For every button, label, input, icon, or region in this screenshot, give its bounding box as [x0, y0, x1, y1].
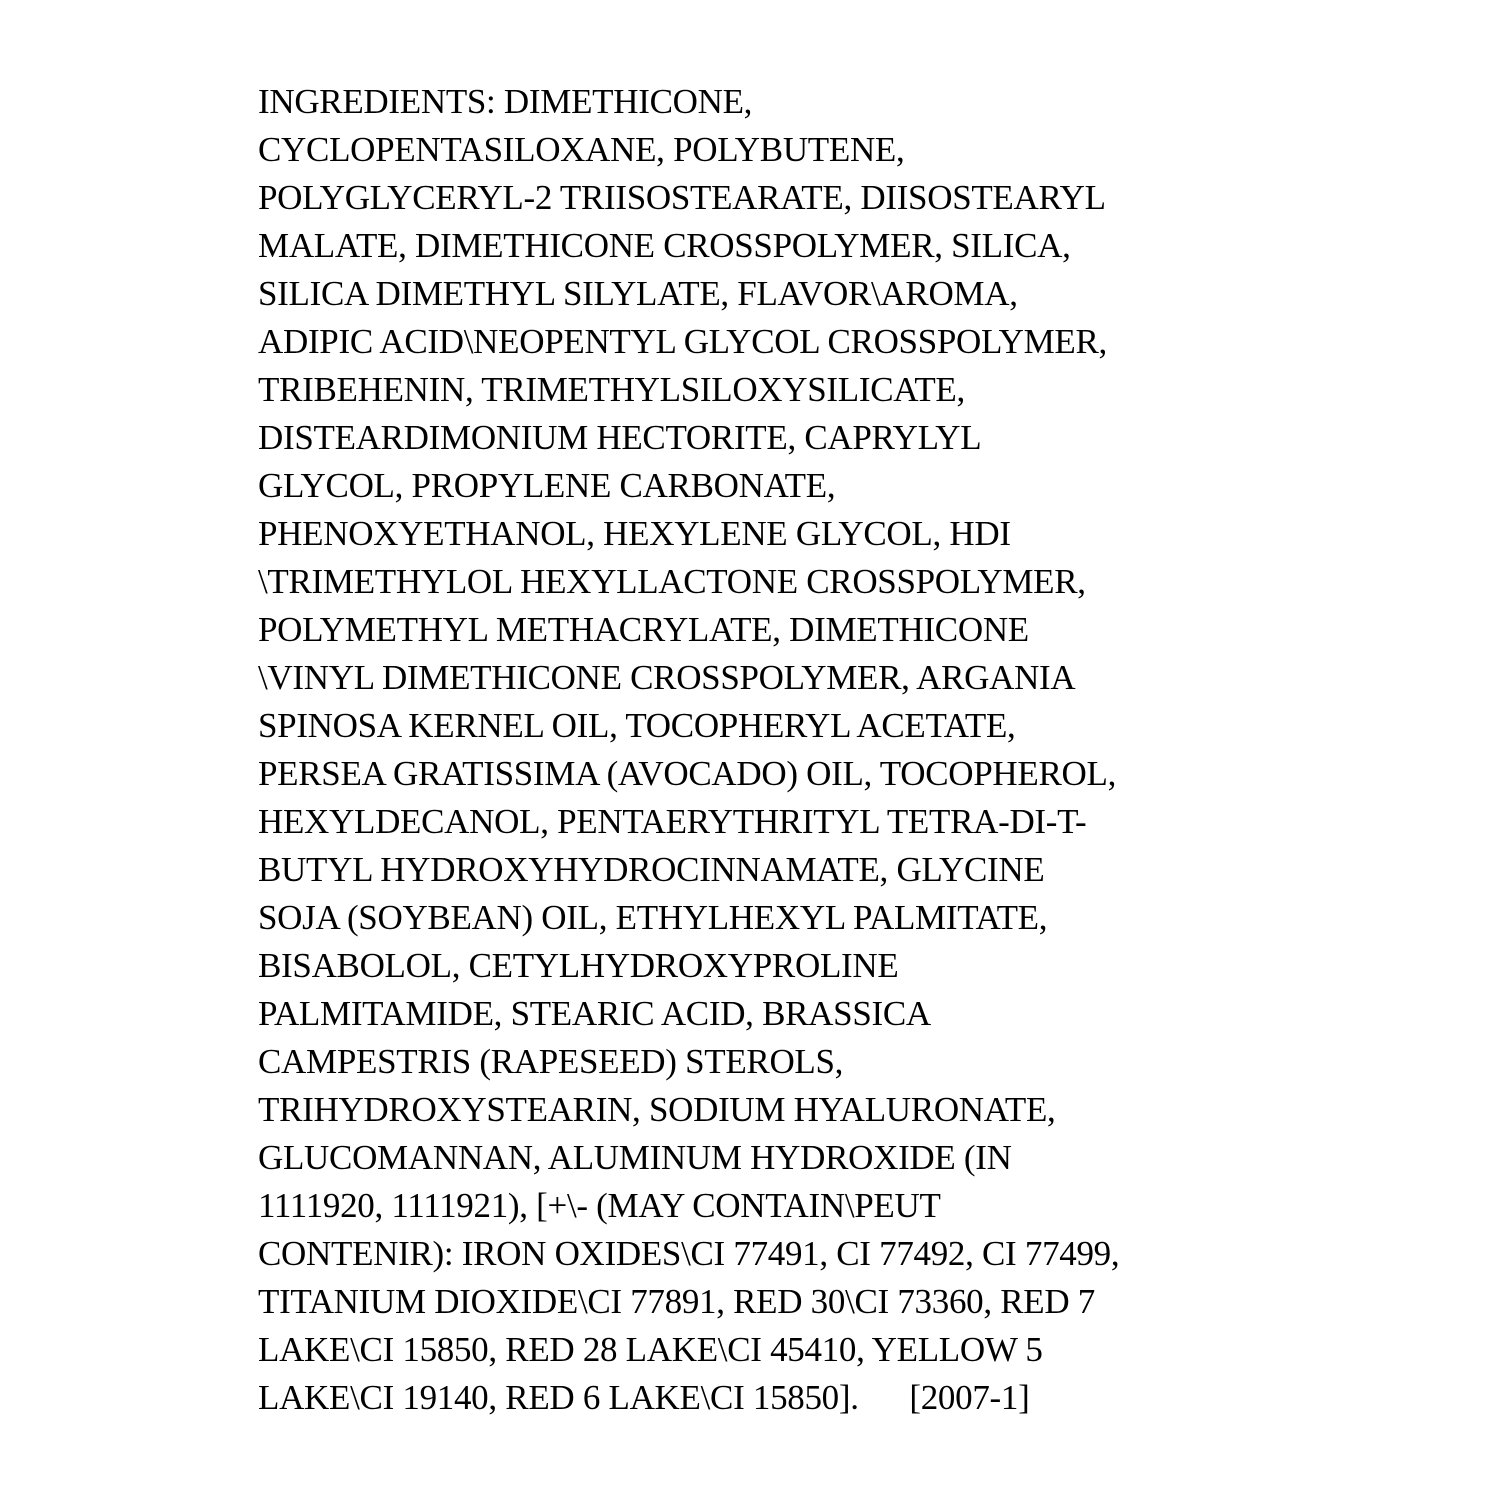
ingredients-line: TRIBEHENIN, TRIMETHYLSILOXYSILICATE, [258, 370, 965, 409]
ingredients-line: CAMPESTRIS (RAPESEED) STEROLS, [258, 1042, 844, 1081]
ingredients-line: HEXYLDECANOL, PENTAERYTHRITYL TETRA-DI-T- [258, 802, 1087, 841]
ingredients-line: LAKE\CI 19140, RED 6 LAKE\CI 15850]. [2007-1] [258, 1378, 1030, 1417]
ingredients-line: CONTENIR): IRON OXIDES\CI 77491, CI 77492, CI 77499, [258, 1234, 1120, 1273]
ingredients-line: BISABOLOL, CETYLHYDROXYPROLINE [258, 946, 899, 985]
ingredients-line: GLYCOL, PROPYLENE CARBONATE, [258, 466, 836, 505]
ingredients-line: INGREDIENTS: DIMETHICONE, [258, 82, 753, 121]
ingredients-line: DISTEARDIMONIUM HECTORITE, CAPRYLYL [258, 418, 982, 457]
ingredients-line: CYCLOPENTASILOXANE, POLYBUTENE, [258, 130, 905, 169]
ingredients-line: 1111920, 1111921), [+\- (MAY CONTAIN\PEUT [258, 1186, 941, 1225]
ingredients-line: PALMITAMIDE, STEARIC ACID, BRASSICA [258, 994, 931, 1033]
ingredients-line: \TRIMETHYLOL HEXYLLACTONE CROSSPOLYMER, [258, 562, 1086, 601]
ingredients-line: POLYGLYCERYL-2 TRIISOSTEARATE, DIISOSTEARYL [258, 178, 1106, 217]
ingredients-line: PHENOXYETHANOL, HEXYLENE GLYCOL, HDI [258, 514, 1011, 553]
ingredients-line: SOJA (SOYBEAN) OIL, ETHYLHEXYL PALMITATE, [258, 898, 1048, 937]
ingredients-line: LAKE\CI 15850, RED 28 LAKE\CI 45410, YELLOW 5 [258, 1330, 1043, 1369]
ingredients-line: GLUCOMANNAN, ALUMINUM HYDROXIDE (IN [258, 1138, 1012, 1177]
ingredients-line: TITANIUM DIOXIDE\CI 77891, RED 30\CI 73360, RED 7 [258, 1282, 1096, 1321]
ingredients-line: POLYMETHYL METHACRYLATE, DIMETHICONE [258, 610, 1029, 649]
ingredients-line: PERSEA GRATISSIMA (AVOCADO) OIL, TOCOPHEROL, [258, 754, 1117, 793]
ingredients-text-block [258, 78, 1358, 1422]
ingredients-line: MALATE, DIMETHICONE CROSSPOLYMER, SILICA, [258, 226, 1071, 265]
ingredients-line: SILICA DIMETHYL SILYLATE, FLAVOR\AROMA, [258, 274, 1018, 313]
ingredients-line: BUTYL HYDROXYHYDROCINNAMATE, GLYCINE [258, 850, 1045, 889]
ingredients-line: ADIPIC ACID\NEOPENTYL GLYCOL CROSSPOLYMER, [258, 322, 1107, 361]
ingredients-line: TRIHYDROXYSTEARIN, SODIUM HYALURONATE, [258, 1090, 1056, 1129]
ingredients-line: \VINYL DIMETHICONE CROSSPOLYMER, ARGANIA [258, 658, 1076, 697]
ingredients-line: SPINOSA KERNEL OIL, TOCOPHERYL ACETATE, [258, 706, 1016, 745]
